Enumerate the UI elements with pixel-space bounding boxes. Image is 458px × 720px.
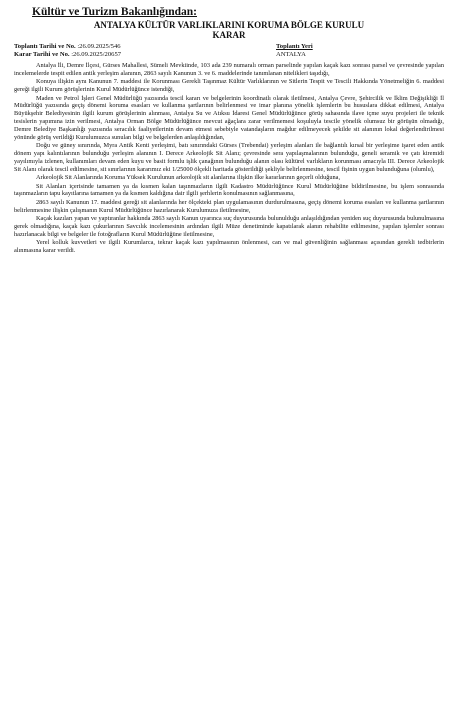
meeting-date-no [14,43,121,51]
decision-date-no [14,51,121,59]
paragraph-legal-basis: Konuya ilişkin aynı Kanunun 7. maddesi ile Korunması Gerekli Taşınmaz Kültür Varlıklarının ve Sitlerin Tespit ve Tescili Hakkında Yönetmeliğin 6. maddesi gereği ilgili Kurum görüşlerinin Kurul Müdürlüğünce istendiği, [14,78,444,94]
decision-title: KARAR [212,30,246,40]
paragraph-cadastre-annotation: Sit Alanları içerisinde tamamen ya da kısmen kalan taşınmazların ilgili Kadastro Müdürlüğünce Kurul Müdürlüğüne bildirilmesine, bu işlem sonrasında taşınmazların tapu kayıtlarına tamamen ya da kısmen kaldığına dair ilgili şerhlerin konulmasının sağlanmasına, [14,182,444,198]
paragraph-illegal-excavation: Kaçak kazıları yapan ve yaptıranlar hakkında 2863 sayılı Kanun uyarınca suç duyurusunda bulunulduğu anlaşıldığından yeniden suç duyurusunda bulunulmasına gerek olmadığına, kaçak kazı çukurlarının Savcılık incelemesinin ardından ilgili Müze denetiminde kapatılarak alanın rehabilite edilmesine, yapılan işlemler sonrası hazırlanacak bilgi ve belgeler ile fotoğrafların Kurul Müdürlüğüne iletilmesine, [14,215,444,238]
meeting-info [14,43,444,59]
decision-date-value: :26.09.2025/20657 [71,51,122,58]
ministry-heading: Kültür ve Turizm Bakanlığından: [32,6,197,18]
paragraph-site-registration: Doğu ve güney sınırında, Myra Antik Kenti yerleşimi, batı sınırındaki Gürses (Trebendai) yerleşim alanları ile bağlantılı kırsal bir yerleşime işaret eden antik dönem yapı kalıntılarının bulunduğu yerleşim alanının I. Derece Arkeolojik Sit Alanı; çevresinde sera yapılaşmalarının bulunduğu, geneli seramik ve çatı kiremidi yayılımıyla izlenen, kullanımları devam eden kuyu ve basit formlu işlik çanağının bulunduğu alanın olası kültürel varlıkların korunması amacıyla III. Derece Arkeolojik Sit Alanı olarak tescil edilmesine, sit sınırlarının kararımız eki 1/25000 ölçekli haritada gösterildiği şekliyle belirlenmesine, tescil fişinin uygun bulunduğuna (olumlu), [14,142,444,173]
decision-body [14,62,444,255]
decision-document [14,6,444,256]
paragraph-institution-opinions: Maden ve Petrol İşleri Genel Müdürlüğü yazısında tescil kararı ve belgelerinin koordinatlı olarak iletilmesi, Antalya Çevre, Şehircilik ve İklim Değişikliği İl Müdürlüğü yazısında geçiş dönemi koruma esasları ve kullanma şartlarının belirlenmesi ve imar planına yönelik işlemlerin bu hususlara dikkat edilmesi, Antalya Büyükşehir Belediyesinin ilgili kurum görüşlerinin alınması, Antalya Su ve Atıksu İdaresi Genel Müdürlüğünce görüş sahasında ilave içme suyu projeleri ile teknik tesislerin yapımına izin verilmesi, Antalya Orman Bölge Müdürlüğünce mevcut ağaçlara zarar verilmemesi koşuluyla tescile yönelik olumsuz bir görüşün olmadığı, Demre Belediye Başkanlığı yazısında seracılık faaliyetlerinin devam etmesi sebebiyle vatandaşların mağdur edilmeyecek şekilde sit alanının lokal değerlendirilmesi yönünde görüş verildiği Kurulumuzca sunulan bilgi ve belgelerden anlaşıldığından, [14,94,444,141]
paragraph-principle-decisions: Arkeolojik Sit Alanlarında Koruma Yüksek Kurulunun arkeolojik sit alanlarına ilişkin ilke kararlarının geçerli olduğuna, [36,174,341,182]
paragraph-site-description: Antalya İli, Demre İlçesi, Gürses Mahallesi, Sümeli Mevkiinde, 103 ada 239 numaralı orman parselinde yapılan kaçak kazı sonrası parsel ve çevresinde yapılan incelemelerde tespit edilen antik yerleşim alanının, 2863 sayılı Kanunun 3. ve 6. maddelerinde tanımlanan nitelikleri taşıdığı, [14,62,444,77]
paragraph-security-measures: Yerel kolluk kuvvetleri ve ilgili Kurumlarca, tekrar kaçak kazı yapılmasının önlenmesi, can ve mal güvenliğinin sağlanması açısından gerekli tedbirlerin alınmasına karar verildi. [14,239,444,255]
meeting-place-label: Toplantı Yeri [276,43,313,50]
board-title: ANTALYA KÜLTÜR VARLIKLARINI KORUMA BÖLGE KURULU [93,20,365,30]
decision-row [14,51,444,59]
paragraph-plan-suspension: 2863 sayılı Kanunun 17. maddesi gereği sit alanlarında her ölçekteki plan uygulamasının durdurulmasına, geçiş dönemi koruma esasları ve kullanma şartlarının belirlenmesine ilişkin çalışmanın Kurul Müdürlüğünce hazırlanarak Kurulumuza iletilmesine, [14,198,444,214]
meeting-row [14,43,444,51]
meeting-date-label: Toplantı Tarihi ve No. [14,43,76,50]
decision-date-label: Karar Tarihi ve No. [14,51,70,58]
meeting-place-value: ANTALYA [276,51,306,58]
meeting-date-value: :26.09.2025/546 [77,43,121,50]
